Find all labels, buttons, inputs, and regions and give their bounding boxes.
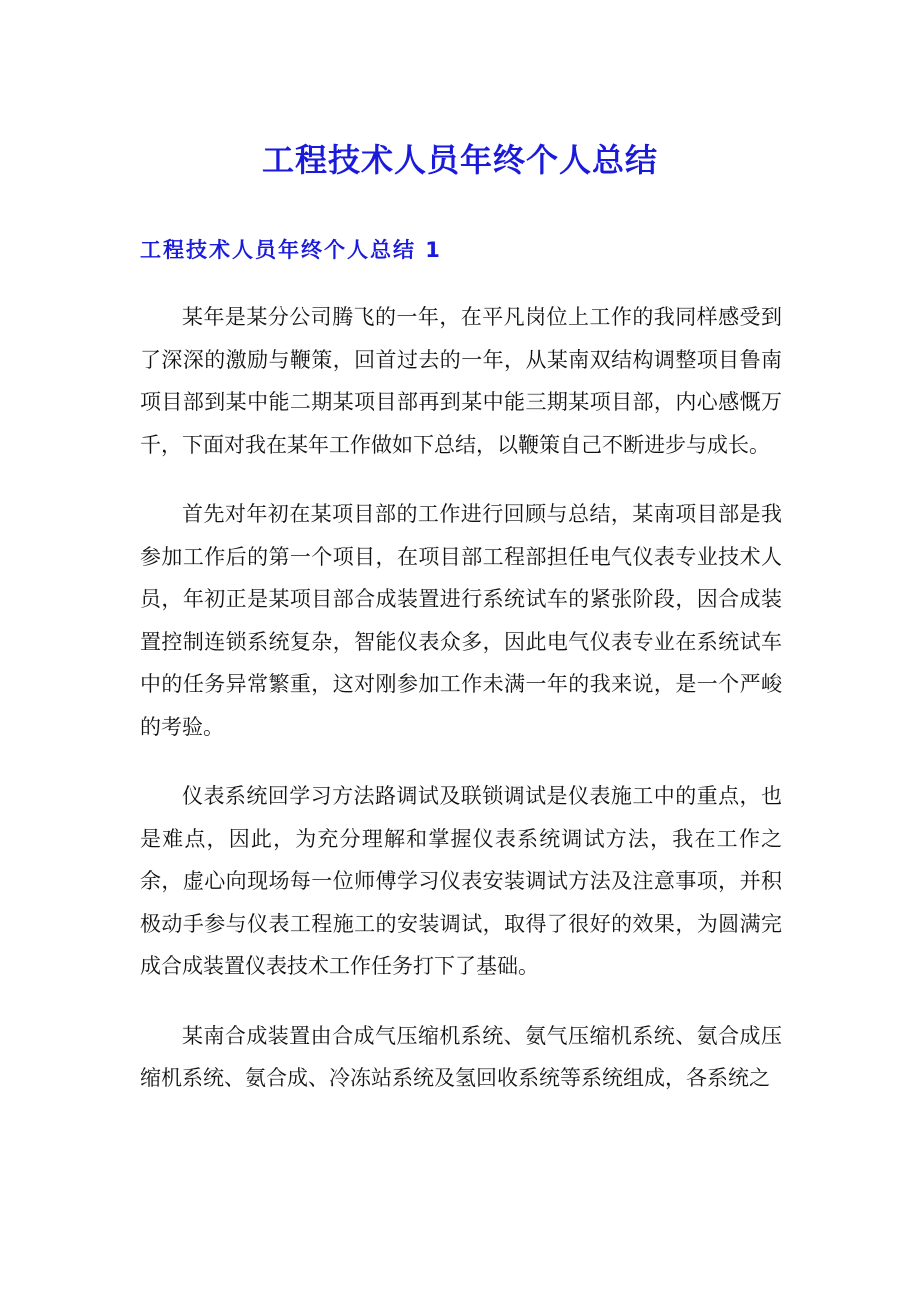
- document-body: [140, 296, 782, 1127]
- paragraph: 首先对年初在某项目部的工作进行回顾与总结，某南项目部是我参加工作后的第一个项目，在项目部工程部担任电气仪表专业技术人员，年初正是某项目部合成装置进行系统试车的紧张阶段，因合成装置控制连锁系统复杂，智能仪表众多，因此电气仪表专业在系统试车中的任务异常繁重，这对刚参加工作未满一年的我来说，是一个严峻的考验。: [140, 502, 782, 739]
- paragraph: 仪表系统回学习方法路调试及联锁调试是仪表施工中的重点，也是难点，因此，为充分理解和掌握仪表系统调试方法，我在工作之余，虚心向现场每一位师傅学习仪表安装调试方法及注意事项，并积极动手参与仪表工程施工的安装调试，取得了很好的效果，为圆满完成合成装置仪表技术工作任务打下了基础。: [140, 784, 782, 978]
- paragraph: 某年是某分公司腾飞的一年，在平凡岗位上工作的我同样感受到了深深的激励与鞭策，回首过去的一年，从某南双结构调整项目鲁南项目部到某中能二期某项目部再到某中能三期某项目部，内心感慨万千，下面对我在某年工作做如下总结，以鞭策自己不断进步与成长。: [140, 305, 782, 457]
- paragraph: 某南合成装置由合成气压缩机系统、氨气压缩机系统、氨合成压缩机系统、氨合成、冷冻站系统及氢回收系统等系统组成，各系统之: [140, 1023, 782, 1090]
- document-title: 工程技术人员年终个人总结: [261, 141, 658, 179]
- section-heading: 工程技术人员年终个人总结 1: [140, 238, 442, 262]
